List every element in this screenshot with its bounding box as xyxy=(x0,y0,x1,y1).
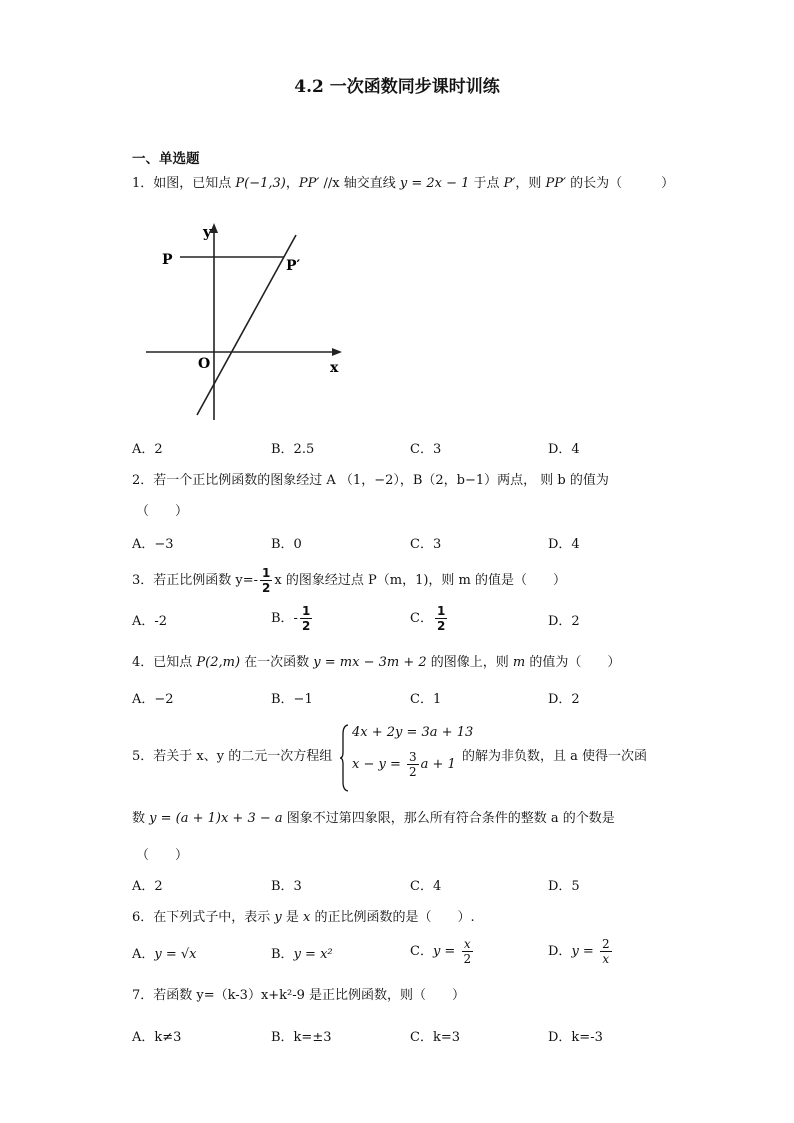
q5-line2-post: 图象不过第四象限，那么所有符合条件的整数 a 的个数是 xyxy=(282,811,615,826)
q5-option-b[interactable]: B．3 xyxy=(271,879,302,894)
q3-option-c-label: C． xyxy=(410,611,433,626)
system-equation-1 xyxy=(352,725,473,740)
q1-option-b[interactable]: B．2.5 xyxy=(271,442,315,457)
question-6-text xyxy=(132,908,475,928)
q6-d-den: x xyxy=(602,952,610,966)
q5-option-c[interactable]: C．4 xyxy=(410,879,442,894)
q3-option-d[interactable]: D．2 xyxy=(548,614,580,629)
question-1-text xyxy=(132,174,674,194)
question-5-post: 的解为非负数，且 a 使得一次函 xyxy=(462,749,648,764)
q4-post: 的图像上，则 xyxy=(426,655,513,670)
q1-option-a[interactable]: A．2 xyxy=(132,442,163,457)
q6-post: 的正比例函数的是（ ）. xyxy=(310,910,475,925)
q1-option-c[interactable]: C．3 xyxy=(410,442,442,457)
q1-post1: 于点 xyxy=(469,176,504,191)
q4-function: y = mx − 3m + 2 xyxy=(313,655,427,670)
question-5-paren: （ ） xyxy=(136,848,189,863)
q4-mid: 在一次函数 xyxy=(240,655,314,670)
q3-option-a[interactable]: A．-2 xyxy=(132,614,168,629)
q1-figure xyxy=(140,215,360,425)
fig-label-p-prime: P′ xyxy=(286,258,301,274)
q7-option-b[interactable]: B．k=±3 xyxy=(271,1030,332,1045)
q1-segment: PP′ xyxy=(298,176,320,191)
question-3-text xyxy=(132,566,566,595)
q2-option-a[interactable]: A．−3 xyxy=(132,537,174,552)
q6-option-a-expr: y = √x xyxy=(154,947,197,962)
q4-point: P(2,m) xyxy=(196,655,241,670)
q6-option-a-label: A． xyxy=(132,947,155,962)
question-4-text xyxy=(132,653,620,673)
eq1-text: 4x + 2y = 3a + 13 xyxy=(352,725,474,740)
q2-option-d[interactable]: D．4 xyxy=(548,537,580,552)
q6-option-b-label: B． xyxy=(271,947,294,962)
q6-c-num: x xyxy=(463,937,471,951)
q6-y: y xyxy=(274,910,282,925)
line-y-2x-1 xyxy=(197,235,296,415)
fig-label-y: y xyxy=(203,223,212,241)
q4-option-a[interactable]: A．−2 xyxy=(132,692,174,707)
q6-c-den: 2 xyxy=(463,952,472,966)
question-2-paren: （ ） xyxy=(136,504,189,519)
q1-option-d[interactable]: D．4 xyxy=(548,442,580,457)
q6-option-c[interactable] xyxy=(410,937,475,966)
q1-line: y = 2x − 1 xyxy=(399,176,470,191)
fig-label-p: P xyxy=(162,252,173,268)
q6-option-c-fraction xyxy=(461,937,473,966)
q6-option-c-lhs: y = xyxy=(432,944,460,959)
q7-option-a[interactable]: A．k≠3 xyxy=(132,1030,182,1045)
q1-parallel: //x 轴交直线 xyxy=(319,176,400,191)
q1-point-p-prime: P′ xyxy=(503,176,516,191)
q1-post3: 的长为（ ） xyxy=(565,176,675,191)
fig-label-x: x xyxy=(330,360,339,376)
question-5-line2 xyxy=(132,809,615,829)
q1-point-p: P(−1,3) xyxy=(235,176,286,191)
q3-option-b-fraction xyxy=(300,604,312,633)
q4-option-d[interactable]: D．2 xyxy=(548,692,580,707)
q4-post2: 的值为（ ） xyxy=(525,655,621,670)
question-2-text: 2．若一个正比例函数的图象经过 A （1，−2），B（2，b−1）两点， 则 b 的值为 xyxy=(132,473,609,488)
q4-m: m xyxy=(512,655,526,670)
eq2-rhs: a + 1 xyxy=(420,757,456,772)
q3-c-num: 1 xyxy=(436,604,446,618)
q6-option-b[interactable] xyxy=(271,945,333,965)
q3-pre: 3．若正比例函数 y=- xyxy=(132,573,259,588)
q6-option-a[interactable] xyxy=(132,945,197,965)
q6-d-num: 2 xyxy=(601,937,610,951)
equation-system-brace xyxy=(340,724,348,792)
q6-option-d[interactable] xyxy=(548,937,614,966)
q4-pre: 4．已知点 xyxy=(132,655,197,670)
q3-fraction xyxy=(260,566,272,595)
q4-option-b[interactable]: B．−1 xyxy=(271,692,313,707)
q6-pre: 6．在下列式子中，表示 xyxy=(132,910,275,925)
question-5-pre: 5．若关于 x、y 的二元一次方程组 xyxy=(132,749,333,764)
q1-pre: 1．如图，已知点 xyxy=(132,176,236,191)
q3-option-b[interactable] xyxy=(271,604,314,633)
fig-label-origin: O xyxy=(198,356,211,372)
q6-option-b-expr: y = x² xyxy=(293,947,333,962)
q2-option-b[interactable]: B．0 xyxy=(271,537,302,552)
q6-option-d-lhs: y = xyxy=(571,944,598,959)
q6-option-d-label: D． xyxy=(548,944,572,959)
q2-option-c[interactable]: C．3 xyxy=(410,537,442,552)
x-axis-arrow xyxy=(332,348,342,356)
section-heading: 一、单选题 xyxy=(132,151,200,167)
q3-b-den: 2 xyxy=(301,619,311,633)
q3-post: x 的图象经过点 P（m，1)，则 m 的值是（ ） xyxy=(274,573,567,588)
q5-function: y = (a + 1)x + 3 − a xyxy=(149,811,283,826)
q3-frac-den: 2 xyxy=(262,581,271,595)
q5-line2-pre: 数 xyxy=(132,811,150,826)
q5-option-a[interactable]: A．2 xyxy=(132,879,163,894)
page-title: 4.2 一次函数同步课时训练 xyxy=(294,77,500,97)
eq2-num: 3 xyxy=(409,750,417,764)
q1-post2: ，则 xyxy=(515,176,546,191)
eq2-lhs: x − y = xyxy=(352,757,405,772)
q7-option-d[interactable]: D．k=-3 xyxy=(548,1030,603,1045)
q3-frac-num: 1 xyxy=(262,566,271,580)
q1-mid: ， xyxy=(285,176,299,191)
q4-option-c[interactable]: C．1 xyxy=(410,692,442,707)
q3-option-c-fraction xyxy=(435,604,447,633)
q6-option-c-label: C． xyxy=(410,944,433,959)
q1-segment-2: PP′ xyxy=(545,176,566,191)
q3-option-b-label: B．- xyxy=(271,611,298,626)
q3-option-c[interactable] xyxy=(410,604,449,633)
q5-option-d[interactable]: D．5 xyxy=(548,879,580,894)
eq2-den: 2 xyxy=(409,765,417,779)
q6-mid: 是 xyxy=(281,910,304,925)
q6-option-d-fraction xyxy=(600,937,612,966)
q7-option-c[interactable]: C．k=3 xyxy=(410,1030,460,1045)
system-equation-2 xyxy=(352,750,456,779)
q3-c-den: 2 xyxy=(436,619,446,633)
q3-b-num: 1 xyxy=(301,604,311,618)
eq2-fraction xyxy=(407,750,419,779)
question-7-text: 7．若函数 y=（k-3）x+k²-9 是正比例函数，则（ ） xyxy=(132,988,466,1003)
q6-x: x xyxy=(303,910,311,925)
